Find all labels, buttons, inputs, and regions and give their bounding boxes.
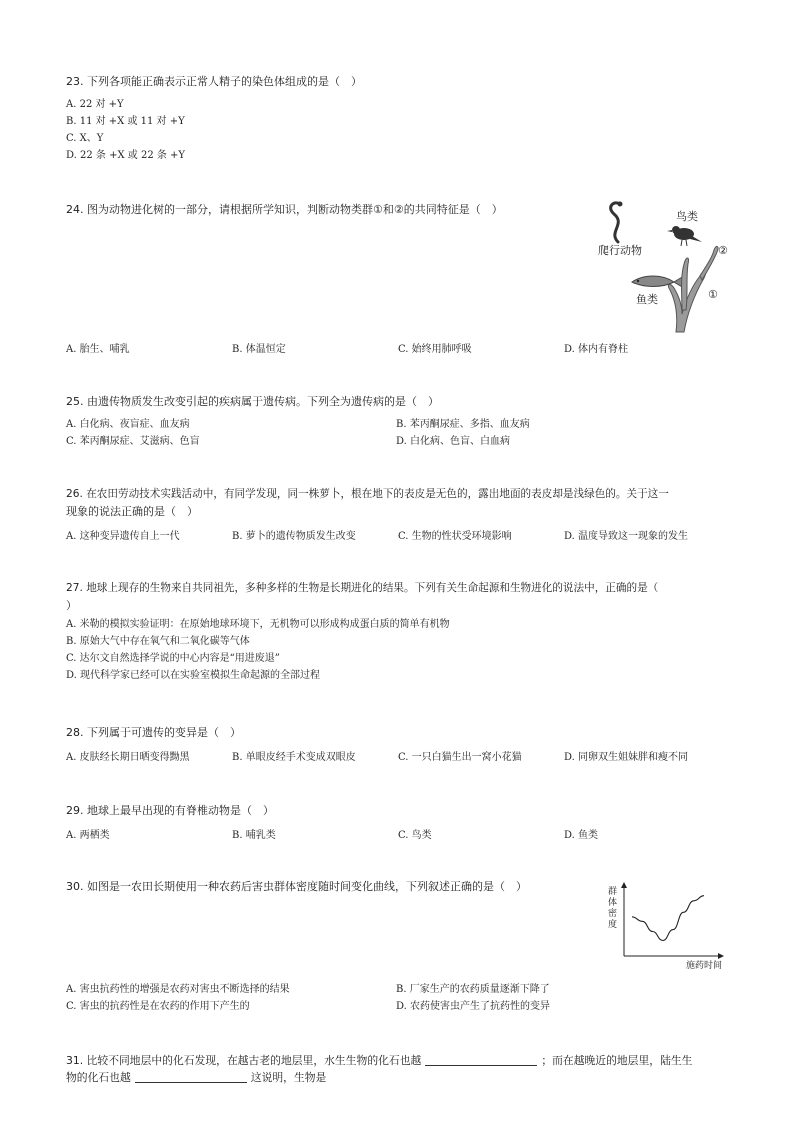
q26-option-a[interactable]: A. 这种变异遗传自上一代 (66, 531, 180, 542)
question-26-stem-line-2: 现象的说法正确的是（ ） (66, 505, 198, 518)
q30-option-c[interactable]: C. 害虫的抗药性是在农药的作用下产生的 (66, 1001, 250, 1012)
q24-option-d[interactable]: D. 体内有脊柱 (564, 344, 629, 355)
label-fish: 鱼类 (636, 293, 658, 306)
q29-option-b[interactable]: B. 哺乳类 (232, 830, 276, 841)
question-27-stem-line-2: ） (66, 599, 77, 612)
question-27-stem-line-1: 27. 地球上现存的生物来自共同祖先，多种多样的生物是长期进化的结果。下列有关生命起源和生物进化的说法中，正确的是（ (66, 582, 659, 594)
y-axis-label (608, 885, 617, 930)
q26-option-d[interactable]: D. 温度导致这一现象的发生 (564, 531, 689, 542)
q29-option-d[interactable]: D. 鱼类 (564, 830, 599, 841)
q24-option-c[interactable]: C. 始终用肺呼吸 (398, 344, 472, 355)
label-mark-2: ② (718, 244, 728, 257)
density-curve-line (632, 896, 704, 941)
q29-option-c[interactable]: C. 鸟类 (398, 830, 432, 841)
q28-option-c[interactable]: C. 一只白猫生出一窝小花猫 (398, 752, 522, 763)
q28-option-d[interactable]: D. 同卵双生姐妹胖和瘦不同 (564, 752, 689, 763)
y-axis-label-char: 度 (608, 920, 618, 930)
q28-option-b[interactable]: B. 单眼皮经手术变成双眼皮 (232, 752, 356, 763)
question-30-stem: 30. 如图是一农田长期使用一种农药后害虫群体密度随时间变化曲线，下列叙述正确的是（ ） (66, 880, 527, 893)
question-26-stem-line-1: 26. 在农田劳动技术实践活动中，有同学发现，同一株萝卜，根在地下的表皮是无色的，露出地面的表皮却是浅绿色的。关于这一 (66, 488, 669, 500)
evolution-tree-figure (596, 198, 746, 334)
x-axis-label: 施药时间 (686, 961, 723, 970)
q30-option-d[interactable]: D. 农药使害虫产生了抗药性的变异 (396, 1001, 551, 1012)
q23-option-d[interactable]: D. 22 条 +X 或 22 条 +Y (66, 150, 186, 161)
q27-option-a[interactable]: A. 米勒的模拟实验证明：在原始地球环境下，无机物可以形成构成蛋白质的简单有机物 (66, 619, 450, 630)
question-25 (66, 393, 736, 450)
q29-option-a[interactable]: A. 两栖类 (66, 830, 110, 841)
q23-option-b[interactable]: B. 11 对 +X 或 11 对 +Y (66, 116, 185, 127)
bird-icon (667, 226, 702, 246)
question-28 (66, 724, 736, 766)
q26-option-b[interactable]: B. 萝卜的遗传物质发生改变 (232, 531, 356, 542)
y-axis-label-char: 群 (608, 887, 618, 897)
question-31-text-1: 31. 比较不同地层中的化石发现，在越古老的地层里，水生生物的化石也越 (66, 1054, 422, 1067)
q24-option-a[interactable]: A. 胎生、哺乳 (66, 344, 130, 355)
q23-option-a[interactable]: A. 22 对 +Y (66, 99, 124, 110)
q27-option-c[interactable]: C. 达尔文自然选择学说的中心内容是“用进废退” (66, 653, 280, 664)
question-25-stem: 25. 由遗传物质发生改变引起的疾病属于遗传病。下列全为遗传病的是（ ） (66, 395, 439, 408)
q24-option-b[interactable]: B. 体温恒定 (232, 344, 286, 355)
x-axis-arrow (718, 953, 724, 959)
label-bird: 鸟类 (676, 210, 698, 223)
question-28-stem: 28. 下列属于可遗传的变异是（ ） (66, 726, 241, 739)
answer-blank-1[interactable] (425, 1053, 537, 1066)
question-31 (66, 1052, 736, 1086)
label-reptile: 爬行动物 (598, 244, 642, 257)
q28-option-a[interactable]: A. 皮肤经长期日晒变得黝黑 (66, 752, 190, 763)
question-31-text-2: ；而在越晚近的地层里，陆生生 (541, 1054, 693, 1067)
question-23 (66, 73, 736, 164)
question-29-stem: 29. 地球上最早出现的有脊椎动物是（ ） (66, 804, 274, 817)
question-29 (66, 802, 736, 844)
q30-option-a[interactable]: A. 害虫抗药性的增强是农药对害虫不断选择的结果 (66, 984, 290, 995)
q27-option-b[interactable]: B. 原始大气中存在氧气和二氧化碳等气体 (66, 636, 250, 647)
question-31-text-4: 这说明，生物是 (250, 1071, 327, 1084)
q25-option-d[interactable]: D. 白化病、色盲、白血病 (396, 436, 511, 447)
question-24-options (66, 341, 736, 358)
density-time-chart (600, 880, 730, 970)
fish-icon (632, 276, 684, 288)
q25-option-a[interactable]: A. 白化病、夜盲症、血友病 (66, 419, 190, 430)
question-27 (66, 580, 736, 684)
snake-icon (611, 203, 620, 242)
question-24-stem: 24. 图为动物进化树的一部分，请根据所学知识，判断动物类群①和②的共同特征是（ ） (66, 203, 503, 216)
q25-option-b[interactable]: B. 苯丙酮尿症、多指、血友病 (396, 419, 530, 430)
label-mark-1: ① (708, 288, 718, 301)
q23-option-c[interactable]: C. X、Y (66, 133, 104, 144)
question-23-stem: 23. 下列各项能正确表示正常人精子的染色体组成的是（ ） (66, 75, 362, 88)
q26-option-c[interactable]: C. 生物的性状受环境影响 (398, 531, 512, 542)
y-axis-label-char: 体 (608, 898, 618, 908)
y-axis-label-char: 密 (608, 909, 618, 919)
question-30-options (66, 981, 736, 1015)
q25-option-c[interactable]: C. 苯丙酮尿症、艾滋病、色盲 (66, 436, 200, 447)
question-31-text-3: 物的化石也越 (66, 1071, 131, 1084)
question-26 (66, 486, 736, 545)
answer-blank-2[interactable] (135, 1070, 247, 1083)
y-axis-arrow (621, 882, 627, 888)
q27-option-d[interactable]: D. 现代科学家已经可以在实验室模拟生命起源的全部过程 (66, 670, 321, 681)
q30-option-b[interactable]: B. 厂家生产的农药质量逐渐下降了 (396, 984, 550, 995)
